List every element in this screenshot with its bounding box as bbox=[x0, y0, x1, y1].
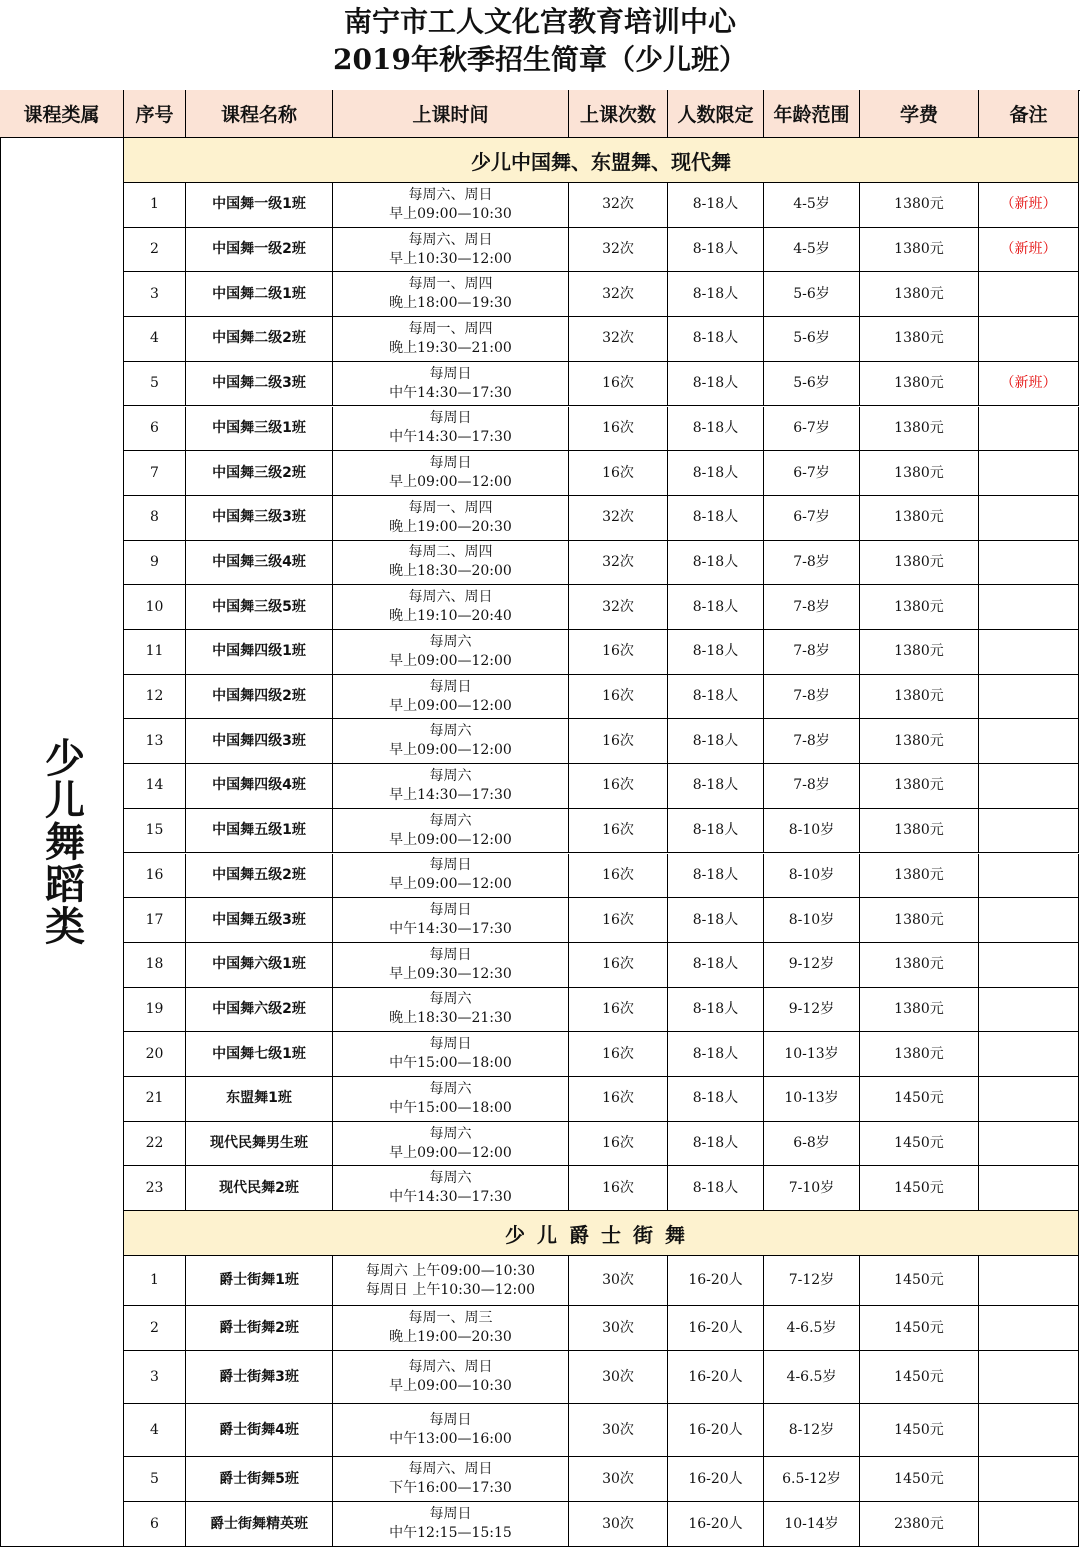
class-time-text: 每周六 早上09:00—12:00 bbox=[389, 633, 512, 669]
seq-cell: 22 bbox=[124, 1122, 186, 1167]
seq-cell: 7 bbox=[124, 451, 186, 496]
remark-cell: （新班） bbox=[979, 183, 1079, 228]
class-time-cell bbox=[333, 1166, 569, 1211]
seq-cell: 6 bbox=[124, 1502, 186, 1547]
seq-cell: 17 bbox=[124, 898, 186, 943]
class-size-cell: 16-20人 bbox=[668, 1457, 764, 1502]
course-name-cell: 中国舞四级4班 bbox=[186, 764, 333, 809]
session-count-cell: 32次 bbox=[569, 585, 668, 630]
seq-cell: 5 bbox=[124, 362, 186, 407]
course-name-cell: 中国舞二级2班 bbox=[186, 317, 333, 362]
seq-cell: 23 bbox=[124, 1166, 186, 1211]
tuition-cell: 1450元 bbox=[860, 1351, 979, 1404]
seq-cell: 1 bbox=[124, 1256, 186, 1306]
course-name-cell: 中国舞五级2班 bbox=[186, 854, 333, 899]
class-time-text: 每周六、周日 早上09:00—10:30 bbox=[389, 186, 512, 222]
remark-cell bbox=[979, 1166, 1079, 1211]
class-time-cell bbox=[333, 898, 569, 943]
class-time-text: 每周二、周四 晚上18:30—20:00 bbox=[389, 544, 512, 580]
class-size-cell: 8-18人 bbox=[668, 496, 764, 541]
seq-cell: 11 bbox=[124, 630, 186, 675]
course-name-cell: 中国舞三级1班 bbox=[186, 407, 333, 452]
class-size-cell: 16-20人 bbox=[668, 1351, 764, 1404]
session-count-cell: 16次 bbox=[569, 1032, 668, 1077]
session-count-cell: 16次 bbox=[569, 675, 668, 720]
class-size-cell: 8-18人 bbox=[668, 541, 764, 586]
remark-cell bbox=[979, 675, 1079, 720]
course-name-cell: 中国舞一级1班 bbox=[186, 183, 333, 228]
remark-cell bbox=[979, 1306, 1079, 1351]
age-range-cell: 4-5岁 bbox=[764, 183, 860, 228]
age-range-cell: 6-7岁 bbox=[764, 496, 860, 541]
class-size-cell: 8-18人 bbox=[668, 675, 764, 720]
age-range-cell: 5-6岁 bbox=[764, 317, 860, 362]
class-size-cell: 16-20人 bbox=[668, 1256, 764, 1306]
class-size-cell: 8-18人 bbox=[668, 809, 764, 854]
tuition-cell: 1380元 bbox=[860, 1032, 979, 1077]
course-name-cell: 中国舞三级2班 bbox=[186, 451, 333, 496]
class-time-cell bbox=[333, 272, 569, 317]
seq-cell: 2 bbox=[124, 228, 186, 273]
column-header: 年龄范围 bbox=[764, 90, 860, 138]
class-size-cell: 8-18人 bbox=[668, 585, 764, 630]
column-header: 人数限定 bbox=[668, 90, 764, 138]
course-name-cell: 中国舞四级2班 bbox=[186, 675, 333, 720]
tuition-cell: 1380元 bbox=[860, 988, 979, 1033]
column-header: 学费 bbox=[860, 90, 979, 138]
class-time-cell bbox=[333, 541, 569, 586]
class-time-text: 每周日 早上09:00—12:00 bbox=[389, 455, 512, 491]
class-time-text: 每周日 早上09:00—12:00 bbox=[389, 678, 512, 714]
tuition-cell: 1380元 bbox=[860, 719, 979, 764]
age-range-cell: 7-8岁 bbox=[764, 764, 860, 809]
age-range-cell: 7-8岁 bbox=[764, 630, 860, 675]
remark-cell bbox=[979, 898, 1079, 943]
class-time-text: 每周日 中午14:30—17:30 bbox=[389, 410, 512, 446]
session-count-cell: 16次 bbox=[569, 898, 668, 943]
seq-cell: 5 bbox=[124, 1457, 186, 1502]
tuition-cell: 1380元 bbox=[860, 630, 979, 675]
seq-cell: 10 bbox=[124, 585, 186, 630]
class-time-cell bbox=[333, 809, 569, 854]
tuition-cell: 1380元 bbox=[860, 407, 979, 452]
class-time-cell bbox=[333, 1457, 569, 1502]
class-time-cell bbox=[333, 1502, 569, 1547]
seq-cell: 1 bbox=[124, 183, 186, 228]
class-time-cell bbox=[333, 719, 569, 764]
class-time-text: 每周六 早上09:00—12:00 bbox=[389, 723, 512, 759]
class-time-cell bbox=[333, 1122, 569, 1167]
remark-cell: （新班） bbox=[979, 362, 1079, 407]
class-time-cell bbox=[333, 407, 569, 452]
column-header: 备注 bbox=[979, 90, 1079, 138]
session-count-cell: 16次 bbox=[569, 451, 668, 496]
tuition-cell: 1380元 bbox=[860, 854, 979, 899]
remark-cell bbox=[979, 451, 1079, 496]
class-time-text: 每周六 早上14:30—17:30 bbox=[389, 767, 512, 803]
tuition-cell: 1380元 bbox=[860, 943, 979, 988]
age-range-cell: 9-12岁 bbox=[764, 988, 860, 1033]
course-name-cell: 中国舞六级1班 bbox=[186, 943, 333, 988]
age-range-cell: 10-13岁 bbox=[764, 1077, 860, 1122]
course-name-cell: 爵士街舞5班 bbox=[186, 1457, 333, 1502]
remark-cell bbox=[979, 854, 1079, 899]
class-size-cell: 8-18人 bbox=[668, 854, 764, 899]
session-count-cell: 16次 bbox=[569, 988, 668, 1033]
column-header: 上课次数 bbox=[569, 90, 668, 138]
age-range-cell: 10-14岁 bbox=[764, 1502, 860, 1547]
course-name-cell: 现代民舞2班 bbox=[186, 1166, 333, 1211]
tuition-cell: 1380元 bbox=[860, 362, 979, 407]
course-name-cell: 中国舞三级5班 bbox=[186, 585, 333, 630]
class-size-cell: 16-20人 bbox=[668, 1404, 764, 1457]
class-time-text: 每周一、周三 晚上19:00—20:30 bbox=[389, 1310, 512, 1346]
tuition-cell: 1380元 bbox=[860, 675, 979, 720]
session-count-cell: 16次 bbox=[569, 764, 668, 809]
session-count-cell: 32次 bbox=[569, 317, 668, 362]
remark-cell bbox=[979, 630, 1079, 675]
class-time-text: 每周六 早上09:00—12:00 bbox=[389, 1125, 512, 1161]
class-time-text: 每周六、周日 早上09:00—10:30 bbox=[389, 1359, 512, 1395]
session-count-cell: 16次 bbox=[569, 809, 668, 854]
remark-cell bbox=[979, 1077, 1079, 1122]
age-range-cell: 5-6岁 bbox=[764, 362, 860, 407]
tuition-cell: 1380元 bbox=[860, 764, 979, 809]
seq-cell: 3 bbox=[124, 272, 186, 317]
remark-cell bbox=[979, 1122, 1079, 1167]
remark-cell bbox=[979, 764, 1079, 809]
class-time-cell bbox=[333, 630, 569, 675]
session-count-cell: 16次 bbox=[569, 719, 668, 764]
course-name-cell: 爵士街舞1班 bbox=[186, 1256, 333, 1306]
class-time-text: 每周六 早上09:00—12:00 bbox=[389, 812, 512, 848]
tuition-cell: 1380元 bbox=[860, 228, 979, 273]
remark-cell bbox=[979, 317, 1079, 362]
tuition-cell: 1380元 bbox=[860, 183, 979, 228]
class-size-cell: 8-18人 bbox=[668, 943, 764, 988]
seq-cell: 4 bbox=[124, 1404, 186, 1457]
age-range-cell: 8-12岁 bbox=[764, 1404, 860, 1457]
session-count-cell: 30次 bbox=[569, 1404, 668, 1457]
tuition-cell: 1380元 bbox=[860, 809, 979, 854]
class-time-cell bbox=[333, 451, 569, 496]
class-time-text: 每周一、周四 晚上19:00—20:30 bbox=[389, 499, 512, 535]
class-size-cell: 8-18人 bbox=[668, 1077, 764, 1122]
class-time-cell bbox=[333, 1404, 569, 1457]
course-name-cell: 爵士街舞4班 bbox=[186, 1404, 333, 1457]
age-range-cell: 7-8岁 bbox=[764, 719, 860, 764]
age-range-cell: 10-13岁 bbox=[764, 1032, 860, 1077]
class-size-cell: 8-18人 bbox=[668, 764, 764, 809]
class-size-cell: 8-18人 bbox=[668, 988, 764, 1033]
remark-cell: （新班） bbox=[979, 228, 1079, 273]
course-name-cell: 现代民舞男生班 bbox=[186, 1122, 333, 1167]
section-header: 少儿爵士街舞 bbox=[124, 1211, 1079, 1256]
remark-cell bbox=[979, 541, 1079, 586]
class-time-cell bbox=[333, 943, 569, 988]
tuition-cell: 1450元 bbox=[860, 1166, 979, 1211]
class-time-cell bbox=[333, 496, 569, 541]
class-size-cell: 8-18人 bbox=[668, 228, 764, 273]
class-time-text: 每周六 晚上18:30—21:30 bbox=[389, 991, 512, 1027]
class-size-cell: 8-18人 bbox=[668, 1032, 764, 1077]
course-name-cell: 东盟舞1班 bbox=[186, 1077, 333, 1122]
class-time-cell bbox=[333, 988, 569, 1033]
seq-cell: 14 bbox=[124, 764, 186, 809]
class-time-text: 每周六 中午15:00—18:00 bbox=[389, 1080, 512, 1116]
remark-cell bbox=[979, 1502, 1079, 1547]
session-count-cell: 16次 bbox=[569, 630, 668, 675]
tuition-cell: 1450元 bbox=[860, 1256, 979, 1306]
seq-cell: 13 bbox=[124, 719, 186, 764]
class-size-cell: 16-20人 bbox=[668, 1306, 764, 1351]
session-count-cell: 30次 bbox=[569, 1457, 668, 1502]
class-time-cell bbox=[333, 228, 569, 273]
remark-cell bbox=[979, 1457, 1079, 1502]
class-time-cell bbox=[333, 1032, 569, 1077]
class-time-cell bbox=[333, 1077, 569, 1122]
seq-cell: 9 bbox=[124, 541, 186, 586]
remark-cell bbox=[979, 719, 1079, 764]
seq-cell: 16 bbox=[124, 854, 186, 899]
class-time-text: 每周六、周日 晚上19:10—20:40 bbox=[389, 589, 512, 625]
class-time-cell bbox=[333, 362, 569, 407]
session-count-cell: 32次 bbox=[569, 183, 668, 228]
column-header: 序号 bbox=[124, 90, 186, 138]
seq-cell: 8 bbox=[124, 496, 186, 541]
category-label: 少儿舞蹈类 bbox=[38, 737, 85, 948]
session-count-cell: 32次 bbox=[569, 496, 668, 541]
tuition-cell: 1450元 bbox=[860, 1077, 979, 1122]
tuition-cell: 1380元 bbox=[860, 272, 979, 317]
class-time-text: 每周六 中午14:30—17:30 bbox=[389, 1170, 512, 1206]
course-name-cell: 中国舞七级1班 bbox=[186, 1032, 333, 1077]
class-size-cell: 8-18人 bbox=[668, 362, 764, 407]
page-title: 南宁市工人文化宫教育培训中心 bbox=[343, 5, 736, 38]
class-time-text: 每周日 早上09:00—12:00 bbox=[389, 857, 512, 893]
remark-cell bbox=[979, 272, 1079, 317]
course-name-cell: 中国舞四级3班 bbox=[186, 719, 333, 764]
tuition-cell: 1380元 bbox=[860, 317, 979, 362]
tuition-cell: 1450元 bbox=[860, 1306, 979, 1351]
seq-cell: 2 bbox=[124, 1306, 186, 1351]
age-range-cell: 4-6.5岁 bbox=[764, 1306, 860, 1351]
course-name-cell: 中国舞三级3班 bbox=[186, 496, 333, 541]
remark-cell bbox=[979, 988, 1079, 1033]
class-size-cell: 8-18人 bbox=[668, 630, 764, 675]
tuition-cell: 1380元 bbox=[860, 898, 979, 943]
course-name-cell: 爵士街舞精英班 bbox=[186, 1502, 333, 1547]
seq-cell: 21 bbox=[124, 1077, 186, 1122]
class-time-cell bbox=[333, 1306, 569, 1351]
class-time-cell bbox=[333, 183, 569, 228]
seq-cell: 12 bbox=[124, 675, 186, 720]
age-range-cell: 7-8岁 bbox=[764, 541, 860, 586]
tuition-cell: 1380元 bbox=[860, 451, 979, 496]
class-size-cell: 8-18人 bbox=[668, 719, 764, 764]
class-time-text: 每周日 中午14:30—17:30 bbox=[389, 902, 512, 938]
age-range-cell: 8-10岁 bbox=[764, 898, 860, 943]
class-time-cell bbox=[333, 854, 569, 899]
class-time-text: 每周六 上午09:00—10:30 每周日 上午10:30—12:00 bbox=[365, 1262, 536, 1298]
session-count-cell: 32次 bbox=[569, 228, 668, 273]
session-count-cell: 30次 bbox=[569, 1502, 668, 1547]
session-count-cell: 16次 bbox=[569, 854, 668, 899]
class-time-text: 每周日 中午13:00—16:00 bbox=[389, 1412, 512, 1448]
remark-cell bbox=[979, 809, 1079, 854]
age-range-cell: 8-10岁 bbox=[764, 809, 860, 854]
course-name-cell: 中国舞六级2班 bbox=[186, 988, 333, 1033]
age-range-cell: 6-8岁 bbox=[764, 1122, 860, 1167]
class-time-cell bbox=[333, 1256, 569, 1306]
class-size-cell: 8-18人 bbox=[668, 1122, 764, 1167]
seq-cell: 15 bbox=[124, 809, 186, 854]
tuition-cell: 1380元 bbox=[860, 541, 979, 586]
tuition-cell: 2380元 bbox=[860, 1502, 979, 1547]
seq-cell: 3 bbox=[124, 1351, 186, 1404]
age-range-cell: 4-5岁 bbox=[764, 228, 860, 273]
tuition-cell: 1450元 bbox=[860, 1457, 979, 1502]
session-count-cell: 16次 bbox=[569, 1077, 668, 1122]
course-name-cell: 中国舞二级3班 bbox=[186, 362, 333, 407]
column-header: 上课时间 bbox=[333, 90, 569, 138]
age-range-cell: 6.5-12岁 bbox=[764, 1457, 860, 1502]
class-size-cell: 8-18人 bbox=[668, 898, 764, 943]
tuition-cell: 1450元 bbox=[860, 1122, 979, 1167]
class-time-text: 每周一、周四 晚上19:30—21:00 bbox=[389, 320, 512, 356]
class-size-cell: 16-20人 bbox=[668, 1502, 764, 1547]
seq-cell: 19 bbox=[124, 988, 186, 1033]
session-count-cell: 16次 bbox=[569, 1122, 668, 1167]
seq-cell: 18 bbox=[124, 943, 186, 988]
class-size-cell: 8-18人 bbox=[668, 407, 764, 452]
seq-cell: 6 bbox=[124, 407, 186, 452]
session-count-cell: 16次 bbox=[569, 1166, 668, 1211]
remark-cell bbox=[979, 585, 1079, 630]
class-time-text: 每周六、周日 下午16:00—17:30 bbox=[389, 1461, 512, 1497]
age-range-cell: 9-12岁 bbox=[764, 943, 860, 988]
remark-cell bbox=[979, 496, 1079, 541]
course-name-cell: 中国舞五级1班 bbox=[186, 809, 333, 854]
class-size-cell: 8-18人 bbox=[668, 183, 764, 228]
tuition-cell: 1450元 bbox=[860, 1404, 979, 1457]
class-size-cell: 8-18人 bbox=[668, 272, 764, 317]
section-header: 少儿中国舞、东盟舞、现代舞 bbox=[124, 138, 1079, 183]
age-range-cell: 6-7岁 bbox=[764, 407, 860, 452]
session-count-cell: 16次 bbox=[569, 407, 668, 452]
age-range-cell: 8-10岁 bbox=[764, 854, 860, 899]
class-size-cell: 8-18人 bbox=[668, 451, 764, 496]
class-time-cell bbox=[333, 585, 569, 630]
age-range-cell: 6-7岁 bbox=[764, 451, 860, 496]
course-name-cell: 中国舞五级3班 bbox=[186, 898, 333, 943]
course-name-cell: 中国舞一级2班 bbox=[186, 228, 333, 273]
tuition-cell: 1380元 bbox=[860, 496, 979, 541]
age-range-cell: 5-6岁 bbox=[764, 272, 860, 317]
seq-cell: 4 bbox=[124, 317, 186, 362]
remark-cell bbox=[979, 1256, 1079, 1306]
page-subtitle: 2019年秋季招生简章（少儿班） bbox=[333, 43, 747, 76]
class-size-cell: 8-18人 bbox=[668, 317, 764, 362]
class-time-cell bbox=[333, 1351, 569, 1404]
session-count-cell: 16次 bbox=[569, 943, 668, 988]
remark-cell bbox=[979, 1351, 1079, 1404]
class-time-text: 每周日 中午12:15—15:15 bbox=[389, 1506, 512, 1542]
session-count-cell: 30次 bbox=[569, 1351, 668, 1404]
session-count-cell: 16次 bbox=[569, 362, 668, 407]
class-size-cell: 8-18人 bbox=[668, 1166, 764, 1211]
course-name-cell: 爵士街舞3班 bbox=[186, 1351, 333, 1404]
seq-cell: 20 bbox=[124, 1032, 186, 1077]
remark-cell bbox=[979, 943, 1079, 988]
category-cell bbox=[0, 138, 124, 1547]
class-time-cell bbox=[333, 317, 569, 362]
column-header: 课程名称 bbox=[186, 90, 333, 138]
age-range-cell: 7-10岁 bbox=[764, 1166, 860, 1211]
class-time-text: 每周日 中午15:00—18:00 bbox=[389, 1036, 512, 1072]
age-range-cell: 7-8岁 bbox=[764, 675, 860, 720]
course-name-cell: 中国舞二级1班 bbox=[186, 272, 333, 317]
session-count-cell: 30次 bbox=[569, 1256, 668, 1306]
session-count-cell: 32次 bbox=[569, 272, 668, 317]
age-range-cell: 7-8岁 bbox=[764, 585, 860, 630]
age-range-cell: 4-6.5岁 bbox=[764, 1351, 860, 1404]
class-time-text: 每周日 早上09:30—12:30 bbox=[389, 946, 512, 982]
course-name-cell: 爵士街舞2班 bbox=[186, 1306, 333, 1351]
age-range-cell: 7-12岁 bbox=[764, 1256, 860, 1306]
class-time-text: 每周六、周日 早上10:30—12:00 bbox=[389, 231, 512, 267]
class-time-cell bbox=[333, 675, 569, 720]
tuition-cell: 1380元 bbox=[860, 585, 979, 630]
class-time-text: 每周日 中午14:30—17:30 bbox=[389, 365, 512, 401]
course-name-cell: 中国舞四级1班 bbox=[186, 630, 333, 675]
session-count-cell: 30次 bbox=[569, 1306, 668, 1351]
remark-cell bbox=[979, 407, 1079, 452]
session-count-cell: 32次 bbox=[569, 541, 668, 586]
remark-cell bbox=[979, 1032, 1079, 1077]
class-time-text: 每周一、周四 晚上18:00—19:30 bbox=[389, 276, 512, 312]
column-header: 课程类属 bbox=[0, 90, 124, 138]
remark-cell bbox=[979, 1404, 1079, 1457]
class-time-cell bbox=[333, 764, 569, 809]
course-name-cell: 中国舞三级4班 bbox=[186, 541, 333, 586]
